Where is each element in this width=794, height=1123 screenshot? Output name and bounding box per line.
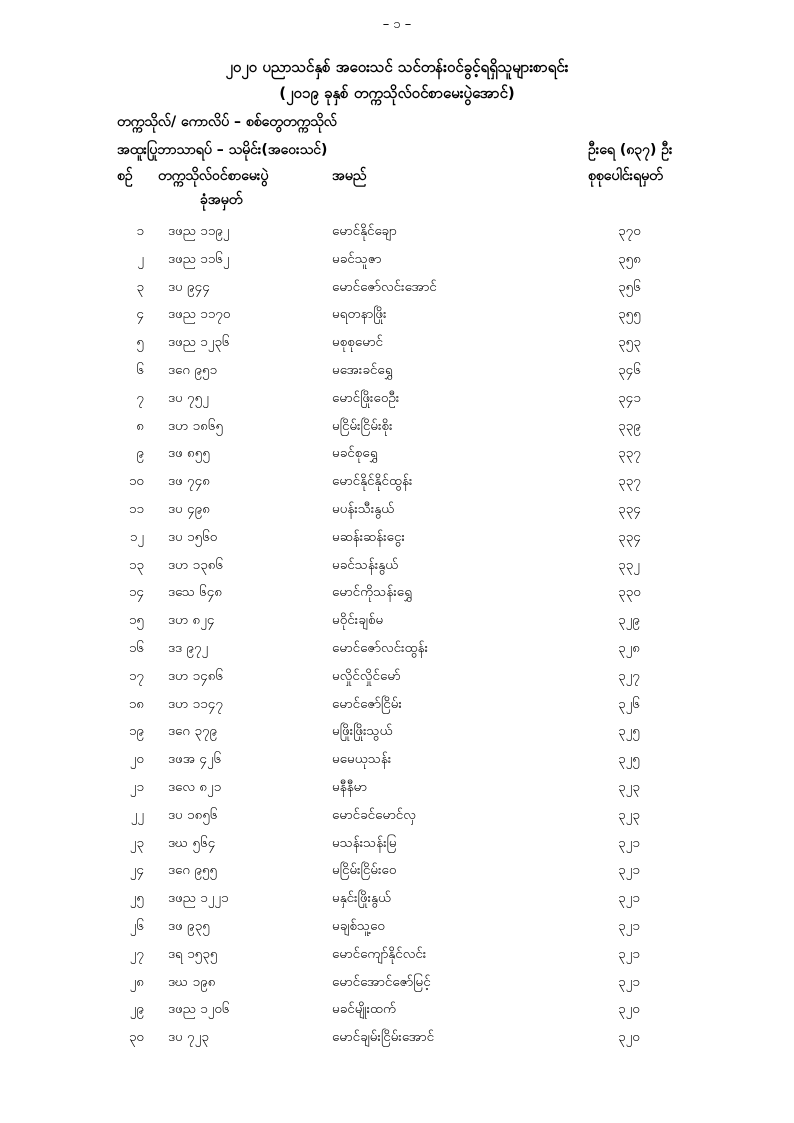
- total-marks: ၃၅၈: [618, 250, 641, 267]
- column-header-name: အမည်: [332, 168, 367, 184]
- table-row: [0, 417, 794, 445]
- student-name: မချစ်သူ့ဝေ: [332, 917, 385, 934]
- student-name: မောင်ချမ်းငြိမ်းအောင်: [332, 1029, 435, 1046]
- major-line: အထူးပြုဘာသာရပ် – သမိုင်း(အဝေးသင်): [117, 142, 328, 158]
- roll-number: ဒဖည ၁၁၉၂: [168, 223, 230, 239]
- student-name: မငြိမ်းငြိမ်းစိုး: [332, 417, 393, 434]
- row-number: ၂၅: [129, 890, 144, 907]
- student-count: ဦးရေ (၈၃၇) ဦး: [588, 142, 673, 158]
- total-marks: ၃၂၅: [618, 723, 640, 740]
- university-line: တက္ကသိုလ်/ ကောလိပ် – စစ်တွေတက္ကသိုလ်: [117, 114, 337, 130]
- roll-number: ဒဃ ၁၉၈: [168, 973, 216, 990]
- total-marks: ၃၂၈: [618, 639, 640, 656]
- row-number: ၁၂: [129, 528, 144, 545]
- total-marks: ၃၂၁: [618, 890, 640, 907]
- total-marks: ၃၄၆: [618, 361, 641, 378]
- roll-number: ဒဖည ၁၂၃၆: [168, 334, 230, 351]
- total-marks: ၃၂၀: [618, 1029, 640, 1046]
- student-name: မနှင်းဖြိုးနွယ်: [332, 890, 392, 907]
- total-marks: ၃၂၁: [618, 834, 640, 851]
- total-marks: ၃၂၁: [618, 917, 640, 934]
- student-name: မောင်အောင်ဇော်မြင့်: [332, 973, 431, 990]
- row-number: ၁၄: [128, 584, 144, 601]
- total-marks: ၃၂၃: [618, 806, 640, 823]
- roll-number: ဒဟ ၈၂၄: [168, 612, 215, 629]
- table-row: [0, 611, 794, 639]
- table-row: [0, 333, 794, 361]
- table-row: [0, 583, 794, 611]
- table-row: [0, 861, 794, 889]
- student-name: မဆန်းဆန်းငွေး: [332, 528, 405, 545]
- row-number: ၂၈: [129, 973, 144, 990]
- roll-number: ဒဒ ၉၇၂: [168, 639, 209, 656]
- table-row: [0, 222, 794, 250]
- row-number: ၂၉: [129, 1001, 144, 1018]
- row-number: ၂၄: [129, 862, 144, 879]
- student-name: မောင်ဇော်လင်းအောင်: [332, 278, 437, 295]
- roll-number: ဒဖည ၁၂၂၁: [168, 890, 229, 907]
- row-number: ၄: [136, 306, 144, 323]
- table-row: [0, 973, 794, 1001]
- table-row: [0, 500, 794, 528]
- roll-number: ဒဂေ ၉၅၁: [168, 361, 218, 378]
- document-title: ၂၀၂၀ ပညာသင်နှစ် အဝေးသင် သင်တန်းဝင်ခွင့်ရရှိသူများစာရင်း: [225, 58, 569, 76]
- total-marks: ၃၂၆: [618, 695, 640, 712]
- student-name: မအေးခင်ရွှေ: [332, 361, 393, 378]
- roll-number: ဒဟ ၁၈၆၅: [168, 417, 224, 434]
- total-marks: ၃၃၄: [618, 500, 641, 517]
- student-name: မငြိမ်းငြိမ်းဝေ: [332, 862, 397, 879]
- roll-number: ဒလေ ၈၂၁: [168, 778, 222, 795]
- roll-number: ဒဖည ၁၁၇၀: [168, 306, 231, 323]
- row-number: ၁၆: [128, 639, 144, 656]
- total-marks: ၃၂၉: [618, 612, 640, 629]
- roll-number: ဒပ ၁၈၅၆: [168, 806, 218, 823]
- roll-number: ဒဖ ၉၃၅: [168, 917, 210, 934]
- total-marks: ၃၂၁: [618, 973, 640, 990]
- document-subtitle: (၂၀၁၉ ခုနှစ် တက္ကသိုလ်ဝင်စာမေးပွဲအောင်): [279, 84, 515, 102]
- student-name: မပန်းသီးနွယ်: [332, 500, 395, 517]
- total-marks: ၃၃၂: [618, 556, 640, 573]
- total-marks: ၃၃၇: [618, 445, 641, 462]
- total-marks: ၃၂၇: [618, 667, 640, 684]
- table-row: [0, 917, 794, 945]
- row-number: ၁၃: [128, 556, 144, 573]
- total-marks: ၃၅၆: [618, 278, 641, 295]
- row-number: ၂: [137, 250, 144, 267]
- table-row: [0, 1028, 794, 1056]
- roll-number: ဒဖအ ၄၂၆: [168, 751, 222, 768]
- row-number: ၁၀: [128, 473, 144, 490]
- row-number: ၂၂: [130, 806, 144, 823]
- student-list: [0, 222, 794, 1056]
- row-number: ၁၈: [128, 695, 144, 712]
- student-name: မစုစုမောင်: [332, 334, 383, 351]
- total-marks: ၃၅၃: [618, 334, 641, 351]
- total-marks: ၃၃၀: [618, 584, 641, 601]
- table-row: [0, 750, 794, 778]
- table-row: [0, 472, 794, 500]
- student-name: မဖြိုးဖြိုးသွယ်: [332, 723, 393, 740]
- total-marks: ၃၃၄: [618, 528, 641, 545]
- roll-number: ဒဃ ၅၆၄: [168, 834, 216, 851]
- total-marks: ၃၅၅: [618, 306, 641, 323]
- roll-number: ဒဂေ ၉၅၅: [168, 862, 218, 879]
- roll-number: ဒဖည ၁၁၆၂: [168, 250, 230, 267]
- total-marks: ၃၇၀: [618, 223, 641, 239]
- table-row: [0, 806, 794, 834]
- total-marks: ၃၂၁: [618, 862, 640, 879]
- student-name: မောင်ဇော်လင်းထွန်း: [332, 639, 429, 656]
- table-row: [0, 305, 794, 333]
- roll-number: ဒဟ ၁၃၈၆: [168, 556, 224, 573]
- table-row: [0, 1000, 794, 1028]
- student-name: မလှိုင်လှိုင်မော်: [332, 667, 401, 684]
- roll-number: ဒဖ ၇၄၈: [168, 473, 210, 490]
- row-number: ၁၅: [128, 612, 144, 629]
- student-name: မောင်နိုင်နိုင်ထွန်း: [332, 473, 413, 490]
- student-name: မမေယုသန်း: [332, 751, 392, 768]
- row-number: ၂၃: [129, 834, 144, 851]
- roll-number: ဒဂေ ၃၇၉: [168, 723, 218, 740]
- total-marks: ၃၃၉: [618, 417, 641, 434]
- student-name: မောင်ခင်မောင်လှ: [332, 806, 416, 823]
- student-name: မခင်စုရွှေ: [332, 445, 378, 462]
- student-name: မခင်သန်းနွယ်: [332, 556, 399, 573]
- roll-number: ဒပ ၇၂၃: [168, 1029, 209, 1046]
- student-name: မခင်မျိုးထက်: [332, 1001, 397, 1018]
- column-header-roll: တက္ကသိုလ်ဝင်စာမေးပွဲ: [158, 168, 269, 184]
- table-row: [0, 834, 794, 862]
- table-row: [0, 389, 794, 417]
- total-marks: ၃၂၀: [618, 1001, 640, 1018]
- table-row: [0, 889, 794, 917]
- total-marks: ၃၂၁: [618, 945, 640, 962]
- table-row: [0, 945, 794, 973]
- total-marks: ၃၃၇: [618, 473, 641, 490]
- student-name: မသန်းသန်းမြ: [332, 834, 397, 851]
- row-number: ၉: [136, 445, 144, 462]
- student-name: မဝိုင်းချစ်မ: [332, 612, 384, 629]
- row-number: ၅: [136, 334, 144, 351]
- student-name: မရတနာဖြိုး: [332, 306, 387, 323]
- row-number: ၇: [136, 389, 144, 406]
- student-name: မခင်သူဇာ: [332, 250, 382, 267]
- student-name: မနီနီမာ: [332, 778, 367, 795]
- table-row: [0, 444, 794, 472]
- row-number: ၁၇: [128, 667, 144, 684]
- row-number: ၂၀: [129, 751, 144, 768]
- row-number: ၂၇: [129, 945, 144, 962]
- row-number: ၃: [136, 278, 144, 295]
- table-row: [0, 695, 794, 723]
- row-number: ၁၁: [128, 500, 144, 517]
- row-number: ၁: [136, 223, 144, 239]
- roll-number: ဒဖ ၈၅၅: [168, 445, 210, 462]
- total-marks: ၃၄၁: [618, 389, 641, 406]
- student-name: မောင်ကျော်နိုင်လင်း: [332, 945, 427, 962]
- row-number: ၆: [136, 361, 144, 378]
- table-row: [0, 667, 794, 695]
- table-row: [0, 278, 794, 306]
- roll-number: ဒရ ၁၅၃၅: [168, 945, 218, 962]
- column-header-roll-line2: ခုံအမှတ်: [200, 192, 243, 208]
- roll-number: ဒဖည ၁၂၀၆: [168, 1001, 230, 1018]
- table-row: [0, 722, 794, 750]
- roll-number: ဒပ ၇၅၂: [168, 389, 209, 406]
- student-name: မောင်ဖြိုးဝေဦး: [332, 389, 400, 406]
- roll-number: ဒဟ ၁၁၄၇: [168, 695, 223, 712]
- page-number: – ၁ –: [382, 17, 412, 32]
- roll-number: ဒပ ၉၄၄: [168, 278, 210, 295]
- total-marks: ၃၂၅: [618, 751, 640, 768]
- roll-number: ဒသေ ၆၄၈: [168, 584, 223, 601]
- roll-number: ဒဟ ၁၄၈၆: [168, 667, 224, 684]
- student-name: မောင်ကိုသန်းရွှေ: [332, 584, 413, 601]
- table-row: [0, 250, 794, 278]
- roll-number: ဒပ ၁၅၆၀: [168, 528, 218, 545]
- row-number: ၈: [136, 417, 144, 434]
- student-name: မောင်နိုင်ချော: [332, 223, 397, 239]
- row-number: ၂၁: [129, 778, 144, 795]
- column-header-number: စဉ်: [117, 168, 133, 184]
- roll-number: ဒပ ၄၉၈: [168, 500, 210, 517]
- total-marks: ၃၂၃: [618, 778, 640, 795]
- row-number: ၁၉: [128, 723, 144, 740]
- table-row: [0, 528, 794, 556]
- table-row: [0, 361, 794, 389]
- row-number: ၂၆: [129, 917, 144, 934]
- row-number: ၃၀: [128, 1029, 144, 1046]
- table-row: [0, 639, 794, 667]
- table-row: [0, 778, 794, 806]
- student-name: မောင်ဇော်ငြိမ်း: [332, 695, 402, 712]
- column-header-marks: စုစုပေါင်းရမှတ်: [588, 168, 663, 184]
- table-row: [0, 556, 794, 584]
